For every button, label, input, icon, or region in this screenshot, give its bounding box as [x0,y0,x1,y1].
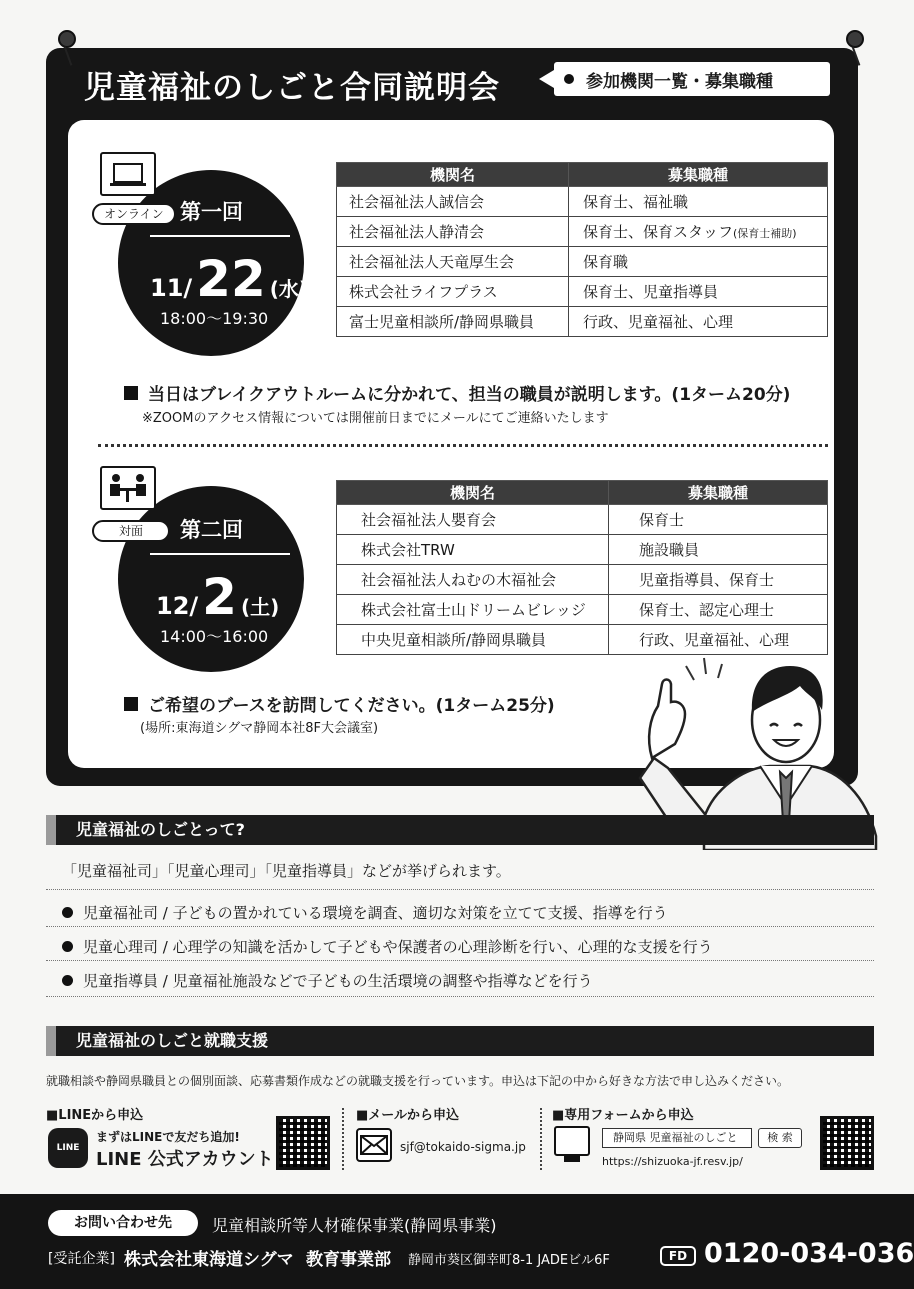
session2-time: 14:00〜16:00 [160,627,269,646]
bullet-icon [564,74,574,84]
col-header-job: 募集職種 [569,163,828,187]
phone-number[interactable]: 0120-034-036 [704,1238,914,1269]
list-item-text: 児童福祉司 / 子どもの置かれている環境を調査、適切な対策を立てて支援、指導を行う [83,904,668,922]
list-item [62,902,668,923]
meeting-icon [100,466,156,510]
org-cell: 富士児童相談所/静岡県職員 [337,307,569,337]
session1-month: 11/ [150,274,193,302]
session2-round: 第二回 [180,518,243,542]
dotted-divider [540,1108,542,1170]
org-cell: 社会福祉法人嬰育会 [337,505,609,535]
form-qr-code[interactable] [820,1116,874,1170]
line-add-text: まずはLINEで友だち追加! [96,1130,240,1144]
session2-month: 12/ [156,592,199,620]
line-apply-title: ■LINEから申込 [46,1108,144,1123]
table-row [337,277,828,307]
support-section-title: 児童福祉のしごと就職支援 [46,1026,874,1056]
bullet-icon [62,975,73,986]
form-apply-title: ■専用フォームから申込 [552,1108,694,1123]
job-cell: 保育士 [609,505,828,535]
pushpin-icon [58,30,76,48]
list-item-text: 児童心理司 / 心理学の知識を活かして子どもや保護者の心理診断を行い、心理的な支援を行う [83,938,713,956]
session1-time: 18:00〜19:30 [160,309,269,328]
job-note: (保育士補助) [733,227,797,240]
col-header-org: 機関名 [337,481,609,505]
list-item [62,970,593,991]
session2-mode: 対面 [92,520,170,542]
company-name: 株式会社東海道シグマ [124,1250,294,1270]
table-row [337,187,828,217]
contact-org: 児童相談所等人材確保事業(静岡県事業) [212,1216,497,1235]
job-cell: 保育職 [569,247,828,277]
freedial-icon: FD [660,1246,696,1266]
col-header-job: 募集職種 [609,481,828,505]
dotted-divider [46,996,874,997]
org-cell: 株式会社ライフプラス [337,277,569,307]
session2-note-text: ご希望のブースを訪問してください。(1ターム25分) [148,696,555,716]
square-bullet-icon [124,386,138,400]
bullet-icon [62,941,73,952]
session2-weekday: (土) [240,595,280,619]
about-intro: 「児童福祉司」「児童心理司」「児童指導員」などが挙げられます。 [62,862,511,880]
org-cell: 社会福祉法人天竜厚生会 [337,247,569,277]
form-url-link[interactable]: https://shizuoka-jf.resv.jp/ [602,1155,743,1168]
session1-day: 22 [196,250,266,308]
mail-icon [356,1128,392,1162]
mail-address-link[interactable]: sjf@tokaido-sigma.jp [400,1140,526,1154]
table-row [337,307,828,337]
session2-date [156,568,280,626]
job-cell: 保育士、認定心理士 [609,595,828,625]
job-cell: 行政、児童福祉、心理 [569,307,828,337]
computer-icon [554,1126,590,1156]
list-item-text: 児童指導員 / 児童福祉施設などで子どもの生活環境の調整や指導などを行う [83,972,593,990]
col-header-org: 機関名 [337,163,569,187]
search-input[interactable]: 静岡県 児童福祉のしごと [602,1128,752,1148]
session2-table [336,480,828,655]
job-cell: 行政、児童福祉、心理 [609,625,828,655]
session2-day: 2 [202,568,237,626]
line-qr-code[interactable] [276,1116,330,1170]
table-row [337,247,828,277]
job-cell: 児童指導員、保育士 [609,565,828,595]
org-cell: 社会福祉法人誠信会 [337,187,569,217]
session1-weekday: (水) [269,277,309,301]
square-bullet-icon [124,697,138,711]
dotted-divider [46,926,874,927]
search-button[interactable]: 検 索 [758,1128,802,1148]
job-cell: 施設職員 [609,535,828,565]
line-icon[interactable]: LINE [48,1128,88,1168]
table-row [337,505,828,535]
job-cell: 保育士、福祉職 [569,187,828,217]
session2-subnote: (場所:東海道シグマ静岡本社8F大会議室) [140,721,379,736]
divider [150,235,290,237]
bullet-icon [62,907,73,918]
session1-table [336,162,828,337]
address: 静岡市葵区御幸町8-1 JADEビル6F [408,1253,610,1268]
session1-subnote: ※ZOOMのアクセス情報については開催前日までにメールにてご連絡いたします [142,411,609,426]
page-title: 児童福祉のしごと合同説明会 [84,70,500,106]
session1-note-text: 当日はブレイクアウトルームに分かれて、担当の職員が説明します。(1ターム20分) [148,385,791,405]
laptop-icon [100,152,156,196]
about-section-title: 児童福祉のしごとって? [46,815,874,845]
table-row [337,217,828,247]
table-row [337,565,828,595]
table-row [337,595,828,625]
divider [150,553,290,555]
dotted-divider [342,1108,344,1170]
tag-pointer [539,70,554,88]
list-item [62,936,713,957]
job-cell [569,217,828,247]
org-cell: 社会福祉法人静清会 [337,217,569,247]
department-name: 教育事業部 [306,1250,391,1270]
session1-date [150,250,309,308]
org-cell: 社会福祉法人ねむの木福祉会 [337,565,609,595]
session1-round: 第一回 [180,200,243,224]
line-account-link[interactable]: LINE 公式アカウント [96,1149,274,1170]
session1-mode: オンライン [92,203,176,225]
title-tag-label: 参加機関一覧・募集職種 [586,71,773,92]
job-cell: 保育士、児童指導員 [569,277,828,307]
org-cell: 株式会社TRW [337,535,609,565]
org-cell: 株式会社富士山ドリームビレッジ [337,595,609,625]
mail-apply-title: ■メールから申込 [356,1108,460,1123]
title-tag [554,62,830,96]
table-row [337,535,828,565]
dotted-divider [46,960,874,961]
entrusted-label: [受託企業] [48,1251,115,1267]
support-description: 就職相談や静岡県職員との個別面談、応募書類作成などの就職支援を行っています。申込は下記の中から好きな方法で申し込みください。 [46,1074,790,1088]
contact-label: お問い合わせ先 [48,1210,198,1236]
dotted-divider [46,889,874,890]
session1-note [124,380,790,405]
job-text: 保育士、保育スタッフ [583,223,734,241]
pushpin-icon [846,30,864,48]
session2-note [124,691,555,716]
org-cell: 中央児童相談所/静岡県職員 [337,625,609,655]
dotted-divider [98,444,828,447]
